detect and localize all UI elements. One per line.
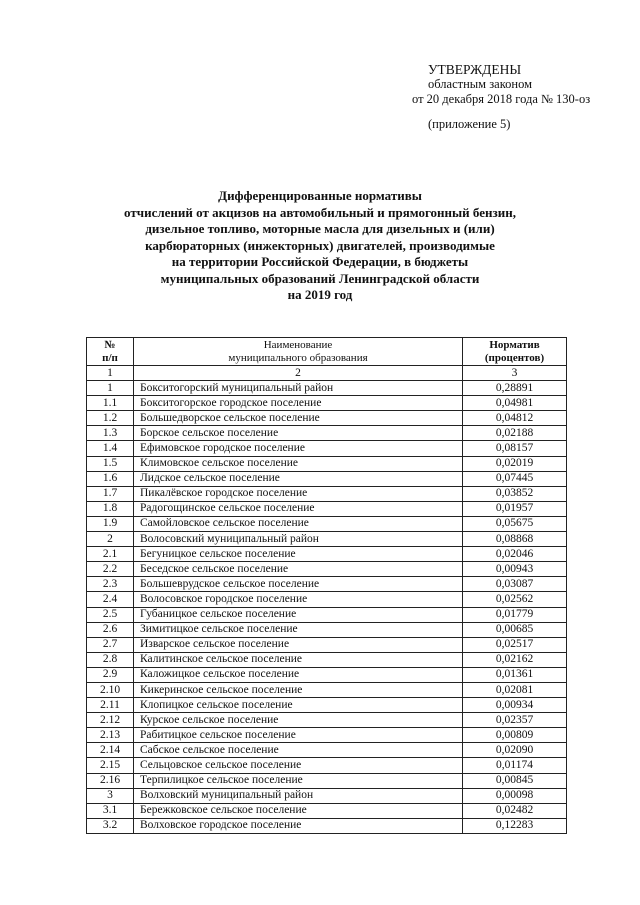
approval-appendix: (приложение 5) [428,117,511,131]
table-header-row [87,338,567,366]
title-line: на территории Российской Федерации, в бюджеты [171,254,469,269]
approval-heading: УТВЕРЖДЕНЫ [428,62,522,77]
table-row [87,637,567,652]
row-number: 3.1 [87,803,134,818]
row-norm-value: 0,28891 [463,381,567,396]
approval-law-label: областным законом [428,77,533,91]
row-municipality-name: Сабское сельское поселение [134,743,463,758]
table-row [87,698,567,713]
row-number: 2.9 [87,667,134,682]
row-municipality-name: Терпилицкое сельское поселение [134,773,463,788]
row-norm-value: 0,02188 [463,426,567,441]
title-line: отчислений от акцизов на автомобильный и прямогонный бензин, [124,204,516,220]
row-norm-value: 0,00943 [463,562,567,577]
row-norm-value: 0,00098 [463,788,567,803]
row-municipality-name: Бокситогорский муниципальный район [134,381,463,396]
table-row [87,547,567,562]
row-number: 2.4 [87,592,134,607]
table-row [87,441,567,456]
row-number: 2.1 [87,547,134,562]
row-norm-value: 0,01957 [463,501,567,516]
title-line: карбюраторных (инжекторных) двигателей, производимые [145,237,495,253]
row-number: 3.2 [87,818,134,833]
approval-block [410,62,590,132]
table-row [87,607,567,622]
table-row [87,758,567,773]
row-norm-value: 0,00845 [463,773,567,788]
table-row [87,773,567,788]
row-norm-value: 0,02482 [463,803,567,818]
document-title [80,188,560,304]
row-norm-value: 0,02019 [463,456,567,471]
row-number: 2.11 [87,698,134,713]
table-row [87,788,567,803]
row-number: 1.7 [87,486,134,501]
row-number: 3 [87,788,134,803]
table-row [87,818,567,833]
row-number: 2.3 [87,577,134,592]
row-number: 2.7 [87,637,134,652]
row-norm-value: 0,02046 [463,547,567,562]
table-row [87,426,567,441]
row-norm-value: 0,03852 [463,486,567,501]
table-row [87,728,567,743]
row-municipality-name: Волховский муниципальный район [134,788,463,803]
title-line: муниципальных образований Ленинградской области [160,270,480,286]
table-row [87,682,567,697]
row-number: 1.6 [87,471,134,486]
row-municipality-name: Каложицкое сельское поселение [134,667,463,682]
row-number: 1.9 [87,516,134,531]
row-number: 2.13 [87,728,134,743]
header-value-line2: (процентов) [484,351,545,364]
row-norm-value: 0,02562 [463,592,567,607]
row-number: 1.5 [87,456,134,471]
row-number: 2.15 [87,758,134,773]
row-number: 2.8 [87,652,134,667]
table-row [87,592,567,607]
row-number: 2.14 [87,743,134,758]
row-municipality-name: Пикалёвское городское поселение [134,486,463,501]
row-municipality-name: Борское сельское поселение [134,426,463,441]
header-number-line1: № [104,339,116,351]
row-number: 2.6 [87,622,134,637]
header-number [87,338,134,366]
table-row [87,562,567,577]
row-number: 2.16 [87,773,134,788]
row-municipality-name: Сельцовское сельское поселение [134,758,463,773]
column-index: 3 [463,366,567,381]
title-line: Дифференцированные нормативы [218,188,422,203]
row-municipality-name: Кикеринское сельское поселение [134,682,463,697]
row-municipality-name: Изварское сельское поселение [134,637,463,652]
title-line: на 2019 год [287,287,353,302]
table-row [87,622,567,637]
table-row [87,456,567,471]
row-municipality-name: Лидское сельское поселение [134,471,463,486]
row-norm-value: 0,08157 [463,441,567,456]
row-norm-value: 0,01174 [463,758,567,773]
row-municipality-name: Калитинское сельское поселение [134,652,463,667]
table-row [87,471,567,486]
row-norm-value: 0,08868 [463,532,567,547]
header-name [134,338,463,366]
table-row [87,396,567,411]
header-value-line1: Норматив [489,339,540,351]
table-row [87,667,567,682]
row-municipality-name: Волосовский муниципальный район [134,532,463,547]
row-number: 2.5 [87,607,134,622]
row-number: 2.10 [87,682,134,697]
table-row [87,486,567,501]
table-row [87,803,567,818]
table-row [87,743,567,758]
row-municipality-name: Бережковское сельское поселение [134,803,463,818]
row-number: 1.8 [87,501,134,516]
table-row [87,501,567,516]
row-norm-value: 0,04812 [463,411,567,426]
row-norm-value: 0,02517 [463,637,567,652]
row-norm-value: 0,07445 [463,471,567,486]
row-norm-value: 0,03087 [463,577,567,592]
row-municipality-name: Клопицкое сельское поселение [134,698,463,713]
table-row [87,652,567,667]
row-norm-value: 0,12283 [463,818,567,833]
header-value [463,338,567,366]
table-row [87,381,567,396]
column-index-row [87,366,567,381]
header-number-line2: п/п [102,351,118,364]
row-municipality-name: Губаницкое сельское поселение [134,607,463,622]
row-number: 1.2 [87,411,134,426]
row-municipality-name: Бегуницкое сельское поселение [134,547,463,562]
row-norm-value: 0,05675 [463,516,567,531]
row-number: 1.4 [87,441,134,456]
row-norm-value: 0,02357 [463,713,567,728]
row-municipality-name: Климовское сельское поселение [134,456,463,471]
column-index: 1 [87,366,134,381]
row-number: 2.12 [87,713,134,728]
row-number: 2 [87,532,134,547]
row-number: 1.3 [87,426,134,441]
row-municipality-name: Курское сельское поселение [134,713,463,728]
norms-table [86,337,567,834]
row-municipality-name: Волховское городское поселение [134,818,463,833]
row-norm-value: 0,00685 [463,622,567,637]
column-index: 2 [134,366,463,381]
header-name-line2: муниципального образования [228,351,368,364]
row-municipality-name: Беседское сельское поселение [134,562,463,577]
table-row [87,532,567,547]
table-row [87,713,567,728]
row-norm-value: 0,00809 [463,728,567,743]
row-municipality-name: Большедворское сельское поселение [134,411,463,426]
row-number: 1 [87,381,134,396]
row-norm-value: 0,01779 [463,607,567,622]
table-row [87,516,567,531]
row-municipality-name: Большеврудское сельское поселение [134,577,463,592]
row-norm-value: 0,02081 [463,682,567,697]
row-municipality-name: Радогощинское сельское поселение [134,501,463,516]
row-norm-value: 0,01361 [463,667,567,682]
header-name-line1: Наименование [263,339,333,351]
table-row [87,577,567,592]
approval-law-date: от 20 декабря 2018 года № 130-оз [412,92,591,106]
row-municipality-name: Ефимовское городское поселение [134,441,463,456]
title-line: дизельное топливо, моторные масла для дизельных и (или) [145,221,495,236]
row-number: 1.1 [87,396,134,411]
row-norm-value: 0,02090 [463,743,567,758]
row-norm-value: 0,04981 [463,396,567,411]
row-number: 2.2 [87,562,134,577]
row-municipality-name: Рабитицкое сельское поселение [134,728,463,743]
row-municipality-name: Волосовское городское поселение [134,592,463,607]
row-municipality-name: Самойловское сельское поселение [134,516,463,531]
row-municipality-name: Зимитицкое сельское поселение [134,622,463,637]
row-norm-value: 0,00934 [463,698,567,713]
table-row [87,411,567,426]
row-municipality-name: Бокситогорское городское поселение [134,396,463,411]
row-norm-value: 0,02162 [463,652,567,667]
